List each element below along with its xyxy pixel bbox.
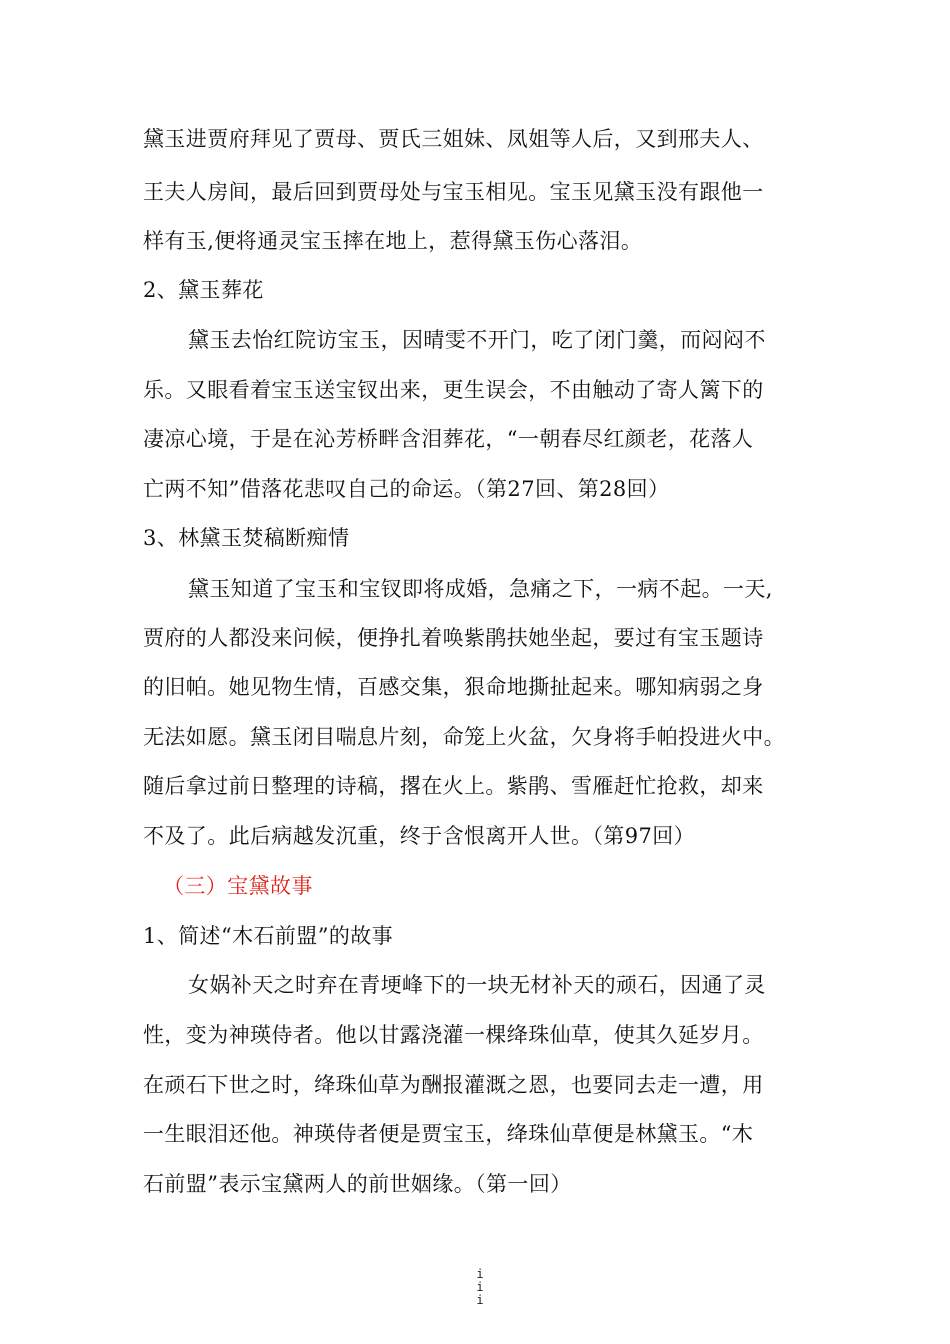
page-number (474, 1268, 486, 1307)
paragraph-line: 王夫人房间，最后回到贾母处与宝玉相见。宝玉见黛玉没有跟他一 (143, 180, 764, 204)
paragraph-line: 黛玉去怡红院访宝玉，因晴雯不开门，吃了闭门羹，而闷闷不 (188, 328, 766, 352)
paragraph-line: 黛玉知道了宝玉和宝钗即将成婚，急痛之下，一病不起。一天, (188, 577, 773, 601)
subheading-wood-stone-pledge: 1、简述“木石前盟”的故事 (143, 924, 394, 948)
page-number-glyph: i (476, 1280, 484, 1294)
paragraph-line: 女娲补天之时弃在青埂峰下的一块无材补天的顽石，因通了灵 (188, 973, 766, 997)
paragraph-line: 随后拿过前日整理的诗稿，撂在火上。紫鹃、雪雁赶忙抢救，却来 (143, 774, 764, 798)
paragraph-line: 在顽石下世之时，绛珠仙草为酬报灌溉之恩，也要同去走一遭，用 (143, 1073, 764, 1097)
paragraph-line: 石前盟”表示宝黛两人的前世姻缘。（第一回） (143, 1172, 572, 1196)
paragraph-line: 黛玉进贾府拜见了贾母、贾氏三姐妹、凤姐等人后，又到邢夫人、 (143, 127, 764, 151)
paragraph-line: 的旧帕。她见物生情，百感交集，狠命地撕扯起来。哪知病弱之身 (143, 675, 764, 699)
subheading-daiyu-burying-flowers: 2、黛玉葬花 (143, 278, 264, 302)
paragraph-line: 无法如愿。黛玉闭目喘息片刻，命笼上火盆，欠身将手帕投进火中。 (143, 725, 785, 749)
page-number-glyph: i (476, 1293, 484, 1307)
paragraph-line: 性，变为神瑛侍者。他以甘露浇灌一棵绛珠仙草，使其久延岁月。 (143, 1023, 764, 1047)
paragraph-line: 亡两不知”借落花悲叹自己的命运。（第27回、第28回） (143, 477, 670, 501)
page-number-glyph: i (476, 1267, 484, 1281)
paragraph-line: 凄凉心境，于是在沁芳桥畔含泪葬花，“一朝春尽红颜老，花落人 (143, 427, 754, 451)
paragraph-line: 不及了。此后病越发沉重，终于含恨离开人世。（第97回） (143, 824, 696, 848)
section-heading-baodai-stories: （三）宝黛故事 (163, 874, 313, 898)
paragraph-line: 乐。又眼看着宝玉送宝钗出来，更生误会，不由触动了寄人篱下的 (143, 378, 764, 402)
paragraph-line: 一生眼泪还他。神瑛侍者便是贾宝玉，绛珠仙草便是林黛玉。“木 (143, 1122, 754, 1146)
subheading-burning-manuscripts: 3、林黛玉焚稿断痴情 (143, 526, 350, 550)
paragraph-line: 贾府的人都没来问候，便挣扎着唤紫鹃扶她坐起，要过有宝玉题诗 (143, 626, 764, 650)
paragraph-line: 样有玉,便将通灵宝玉摔在地上，惹得黛玉伤心落泪。 (143, 229, 643, 253)
